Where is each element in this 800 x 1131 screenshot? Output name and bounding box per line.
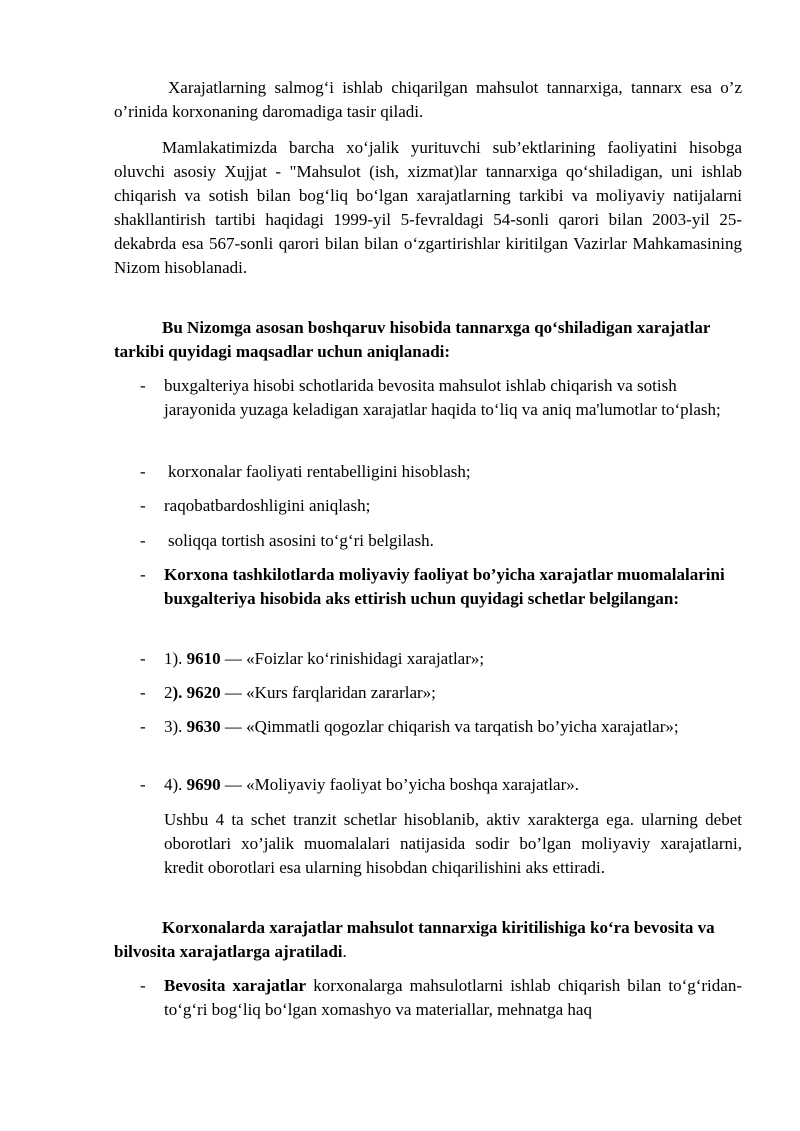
list-item	[140, 974, 742, 1022]
accounts-note-paragraph	[164, 808, 742, 880]
account-code: 9690	[186, 775, 221, 794]
list-dash: -	[140, 683, 146, 702]
account-code: ). 9620	[172, 683, 221, 702]
list-item-text: Korxona tashkilotlarda moliyaviy faoliyat bo’yicha xarajatlar muomalalarini buxgalteriya hisobida aks ettirish uchun quyidagi schetlar belgilangan:	[164, 565, 725, 608]
list-item	[140, 529, 742, 553]
account-title: — «Kurs farqlaridan zararlar»;	[220, 683, 436, 702]
list-dash: -	[140, 531, 146, 550]
paragraph-1-text: Xarajatlarning salmog‘i ishlab chiqarilgan mahsulot tannarxiga, tannarx esa o’z o’rinida korxonaning daromadiga tasir qiladi.	[114, 78, 742, 121]
list-dash: -	[140, 717, 146, 736]
list-item-text: buxgalteriya hisobi schotlarida bevosita mahsulot ishlab chiqarish va sotish jarayonida yuzaga keladigan xarajatlar haqida to‘liq va aniq ma'lumotlar to‘plash;	[164, 376, 721, 419]
account-code: 9610	[186, 649, 221, 668]
term-bevosita: Bevosita xarajatlar	[164, 976, 307, 995]
account-title: — «Foizlar ko‘rinishidagi xarajatlar»;	[220, 649, 485, 668]
account-item	[140, 647, 742, 671]
account-number: 2	[164, 683, 173, 702]
account-title: — «Moliyaviy faoliyat bo’yicha boshqa xarajatlar».	[220, 775, 579, 794]
list-item	[140, 563, 742, 611]
account-item	[140, 773, 742, 797]
list-item-text: soliqqa tortish asosini to‘g‘ri belgilash.	[168, 531, 434, 550]
paragraph-1	[114, 76, 742, 124]
paragraph-5-period: .	[342, 942, 347, 961]
account-number: 4).	[164, 775, 183, 794]
list-dash: -	[140, 775, 146, 794]
account-item	[140, 715, 742, 739]
list-item	[140, 460, 742, 484]
paragraph-5-heading	[114, 916, 742, 964]
account-number: 3).	[164, 717, 183, 736]
list-dash: -	[140, 376, 146, 395]
paragraph-3-heading	[114, 316, 742, 364]
paragraph-3-heading-text: Bu Nizomga asosan boshqaruv hisobida tannarxga qo‘shiladigan xarajatlar tarkibi quyidagi maqsadlar uchun aniqlanadi:	[114, 318, 711, 361]
paragraph-5-heading-text: Korxonalarda xarajatlar mahsulot tannarxiga kiritilishiga ko‘ra bevosita va bilvosita xarajatlarga ajratiladi	[114, 918, 715, 961]
account-number: 1).	[164, 649, 183, 668]
list-dash: -	[140, 976, 146, 995]
account-code: 9630	[186, 717, 221, 736]
accounts-note-text: Ushbu 4 ta schet tranzit schetlar hisoblanib, aktiv xarakterga ega. ularning debet oborotlari xo’jalik muomalalari natijasida sodir bo’lgan moliyaviy xarajatlarni, kredit oborotlari esa ularning hisobdan chiqarilishini aks ettiradi.	[164, 810, 742, 877]
account-title: — «Qimmatli qogozlar chiqarish va tarqatish bo’yicha xarajatlar»;	[220, 717, 679, 736]
list-item	[140, 374, 742, 422]
list-dash: -	[140, 565, 146, 584]
paragraph-2	[114, 136, 742, 280]
list-item-text: korxonalar faoliyati rentabelligini hisoblash;	[168, 462, 471, 481]
list-item-text: raqobatbardoshligini aniqlash;	[164, 496, 371, 515]
list-dash: -	[140, 462, 146, 481]
list-dash: -	[140, 496, 146, 515]
list-item-text: korxonalarga mahsulotlarni ishlab chiqarish bilan to‘g‘ridan-to‘g‘ri bog‘liq bo‘lgan xomashyo va materiallar, mehnatga haq	[164, 976, 742, 1019]
list-dash: -	[140, 649, 146, 668]
account-item	[140, 681, 742, 705]
paragraph-2-text: Mamlakatimizda barcha xo‘jalik yurituvchi sub’ektlarining faoliyatini hisobga oluvchi asosiy Xujjat - "Mahsulot (ish, xizmat)lar tannarxiga qo‘shiladigan, uni ishlab chiqarish va sotish bilan bog‘liq bo‘lgan xarajatlarning tarkibi va moliyaviy natijalarni shakllantirish tartibi haqidagi 1999-yil 5-fevraldagi 54-sonli qarori bilan 2003-yil 25-dekabrda esa 567-sonli qarori bilan bilan o‘zgartirishlar kiritilgan Vazirlar Mahkamasining Nizom hisoblanadi.	[114, 138, 742, 277]
list-item	[140, 494, 742, 518]
